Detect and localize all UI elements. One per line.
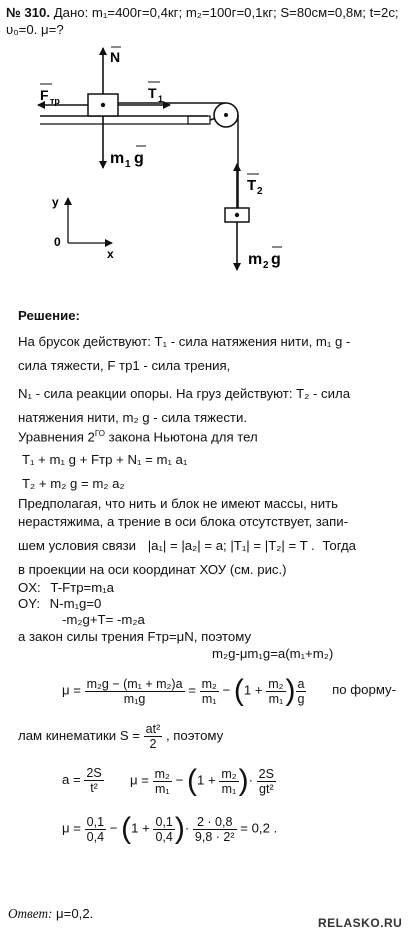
para-line-2: нерастяжима, а трение в оси блока отсутствует, запи- xyxy=(18,514,349,529)
para-line-1: Предполагая, что нить и блок не имеют массы, нить xyxy=(18,496,338,511)
label-T2: T xyxy=(247,177,257,194)
solution-line-2: сила тяжести, F тр1 - сила трения, xyxy=(18,358,231,373)
label-m1g: m xyxy=(110,150,125,167)
friction-law: а закон силы трения Fтр=μN, поэтому xyxy=(18,629,252,644)
oy-projection: OY: N-m₁g=0 xyxy=(18,596,102,611)
answer-value: μ=0,2. xyxy=(56,906,94,921)
label-m1g-sub: 1 xyxy=(125,159,131,170)
label-origin: 0 xyxy=(54,235,61,249)
label-m1g-g: g xyxy=(134,150,144,167)
label-N: N xyxy=(110,49,121,65)
label-m2g-g: g xyxy=(271,251,281,268)
solution-line-3: N₁ - сила реакции опоры. На груз действуют: T₂ - сила xyxy=(18,386,351,401)
label-T1: T xyxy=(148,85,157,101)
given-line-2: υ₀=0. μ=? xyxy=(6,22,64,37)
para-line-4: в проекции на оси координат ХОУ (см. рис.) xyxy=(18,562,287,577)
para-line-3: шем условия связи |a₁| = |a₂| = a; |T₁| = |T₂| = T . Тогда xyxy=(18,538,357,553)
acceleration-formula: a = $\frac{2S}{\text{t²}}$ xyxy=(62,766,102,795)
pulley-bracket xyxy=(188,116,210,124)
label-m2g-sub: 2 xyxy=(263,260,269,271)
label-axis-y: y xyxy=(52,195,59,209)
label-T2-sub: 2 xyxy=(257,186,263,197)
solution-heading: Решение: xyxy=(18,308,80,323)
combined-equation: m₂g-μm₁g=a(m₁+m₂) xyxy=(212,646,334,661)
newton-equation-1: T₁ + m₁ g + Fтр + N₁ = m₁ a₁ xyxy=(22,452,188,467)
newton-equation-2: T₂ + m₂ g = m₂ a₂ xyxy=(22,476,125,491)
block-m1-center xyxy=(101,103,105,107)
ox-projection: OX: T-Fтр=m₁a xyxy=(18,580,115,595)
label-T1-sub: 1 xyxy=(158,94,164,104)
problem-header xyxy=(6,5,399,21)
label-Ftr: F xyxy=(40,87,49,103)
block-m2-center xyxy=(235,213,239,217)
given-line-1: Дано: m₁=400г=0,4кг; m₂=100г=0,1кг; S=80см=0,8м; t=2с; xyxy=(53,5,399,20)
watermark: RELASKO.RU xyxy=(318,916,403,930)
pulley-axle xyxy=(224,113,228,117)
solution-line-1: На брусок действуют: T₁ - сила натяжения нити, m₁ g - xyxy=(18,334,351,349)
mu-fraction-1: $\frac{\text{m₂g − (m₁ + m₂)a}}{\text{m₁g}}$ xyxy=(86,676,183,706)
solution-line-5: Уравнения $2^{ГО}$ закона Ньютона для тел xyxy=(18,429,258,445)
problem-number: № 310. xyxy=(6,5,51,20)
mu-formula-kinematic: μ = $\frac{\text{m₂}}{\text{m₁}}$ − (1 + $\frac{\text{m₂}}{\text{m₁}}$ )· $\frac{2S}{\text{gt²}}$ xyxy=(130,764,274,797)
label-Ftr-sub: тр xyxy=(50,96,60,106)
mu-formula-general: μ = $\frac{\text{m₂g − (m₁ + m₂)a}}{\text{m₁g}}$ = $\frac{\text{m₂}}{\text{m₁}}$ − (1 + $\frac{\text{m₂}}{\text{m₁}}$ ) $\frac{a}{g}$ по форму- xyxy=(62,674,397,707)
kinematics-line: лам кинематики S = $\frac{\text{at²}}{2}$ , поэтому xyxy=(18,722,224,751)
physics-diagram xyxy=(0,38,408,288)
solution-line-4: натяжения нити, m₂ g - сила тяжести. xyxy=(18,410,247,425)
label-m2g: m xyxy=(248,251,263,268)
answer-line xyxy=(8,906,93,922)
mu-numeric: μ = $\frac{0,1}{0,4}$ − (1 + $\frac{0,1}{0,4}$ )· $\frac{2 \cdot 0,8}{\text{9,8 · 2²}}$ = 0,2 . xyxy=(62,812,278,845)
answer-label: Ответ: xyxy=(8,906,53,921)
oy-projection-2: -m₂g+T= -m₂a xyxy=(62,612,145,627)
label-axis-x: x xyxy=(107,247,114,261)
